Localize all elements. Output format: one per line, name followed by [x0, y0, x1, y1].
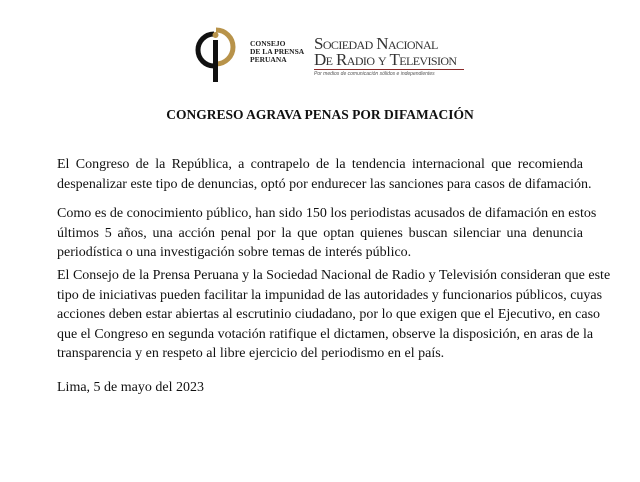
logo-text-line: PERUANA	[250, 55, 287, 64]
header-logos	[194, 24, 464, 84]
document-date: Lima, 5 de mayo del 2023	[57, 380, 204, 395]
snrtv-line2: De Radio y Television	[314, 52, 464, 70]
snrtv-line1: Sociedad Nacional	[314, 34, 438, 53]
text-line: Como es de conocimiento público, han sido 150 los periodistas acusados de difamación en estos	[57, 206, 597, 221]
text-line: El Congreso de la República, a contrapelo de la tendencia internacional que recomienda	[57, 157, 583, 172]
text-line: tipo de iniciativas pueden facilitar la impunidad de las autoridades y funcionarios públicos, cuyas	[57, 287, 603, 303]
text-line: últimos 5 años, una acción penal por la que optan quienes buscan silenciar una denuncia	[57, 225, 583, 241]
paragraph-3	[57, 266, 611, 364]
cpp-logo-text	[250, 40, 304, 64]
text-line: El Consejo de la Prensa Peruana y la Sociedad Nacional de Radio y Televisión consideran que este	[57, 268, 611, 283]
paragraph-1	[57, 155, 592, 194]
text-line: acciones deben estar abiertas al escrutinio ciudadano, por lo que exigen que el Ejecutivo, en caso	[57, 307, 601, 322]
snrtv-logo	[314, 36, 464, 77]
snrtv-tagline: Por medios de comunicación sólidos e independientes	[314, 71, 435, 77]
cpp-logo-icon	[194, 24, 242, 84]
logo-text-line: CONSEJO	[250, 39, 286, 48]
text-line: que el Congreso en segunda votación ratifique el dictamen, observe la disposición, en aras de la	[57, 326, 594, 342]
document-title: CONGRESO AGRAVA PENAS POR DIFAMACIÓN	[166, 107, 474, 122]
text-line: periodística o una investigación sobre temas de interés público.	[57, 245, 412, 260]
text-line: despenalizar este tipo de denuncias, optó por endurecer las sanciones para casos de difamación.	[57, 176, 592, 192]
paragraph-2	[57, 204, 597, 263]
text-line: transparencia y en respeto al libre ejercicio del periodismo en el país.	[57, 346, 445, 361]
logo-text-line: DE LA PRENSA	[250, 47, 305, 56]
